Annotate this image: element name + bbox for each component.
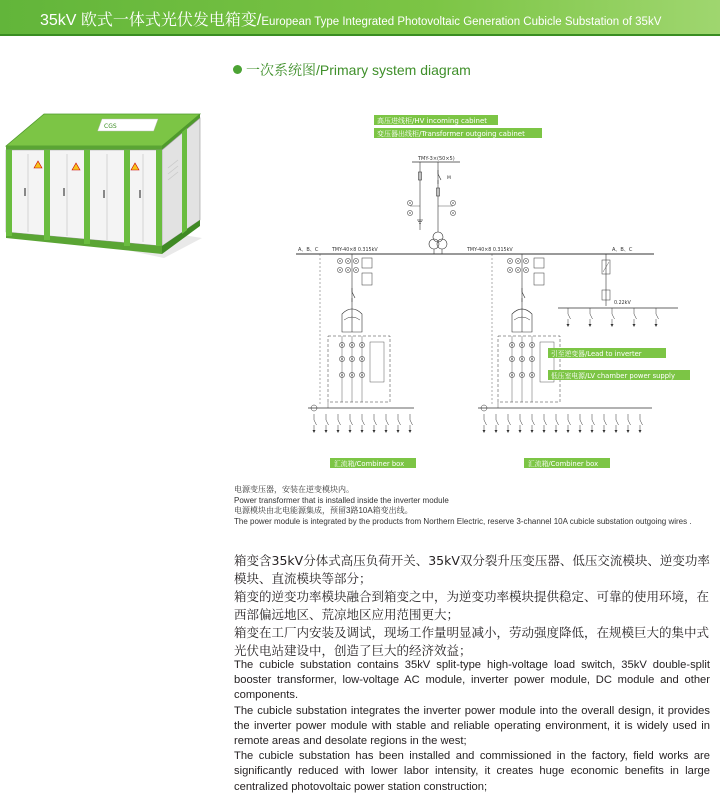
diagram-notes xyxy=(234,485,704,527)
section-title xyxy=(233,60,471,80)
bullet-dot-icon xyxy=(233,65,242,74)
label-0-22kv: 0.22kV xyxy=(614,301,631,306)
label-combiner-left: 汇流箱/Combiner box xyxy=(334,460,405,468)
page-title xyxy=(40,7,661,30)
label-abc-right: A、B、C xyxy=(612,247,633,253)
page-header xyxy=(0,0,720,36)
label-tmy-left: TMY-40×8 0.315kV xyxy=(332,248,378,253)
note-line-1: 电源变压器，安装在逆变模块内。 xyxy=(234,485,354,494)
label-lead-to-inverter: 引至逆变器/Lead to inverter xyxy=(551,350,642,358)
label-combiner-right: 汇流箱/Combiner box xyxy=(528,460,599,468)
description-cn xyxy=(234,552,710,660)
note-line-4: The power module is integrated by the products from Northern Electric, reserve 3-channel 10A cubicle substation outgoing wires . xyxy=(234,516,692,526)
note-line-2: Power transformer that is installed inside the inverter module xyxy=(234,495,449,505)
label-lv-chamber: 低压室电源/LV chamber power supply xyxy=(551,372,675,380)
label-tmy-top: TMY-3×(50×5) xyxy=(418,156,455,162)
page-title-en: European Type Integrated Photovoltaic Generation Cubicle Substation of 35kV xyxy=(261,16,662,28)
label-abc-left: A、B、C xyxy=(298,247,319,253)
label-transformer-outgoing: 变压器出线柜/Transformer outgoing cabinet xyxy=(377,130,525,138)
cabinet-brand: CGS xyxy=(104,123,117,130)
cabinet-illustration xyxy=(4,108,202,258)
note-line-3: 电源模块由北电能源集成，预留3路10A箱变出线。 xyxy=(234,506,413,515)
svg-text:M: M xyxy=(447,176,451,181)
description-cn-p2: 箱变的逆变功率模块融合到箱变之中，为逆变功率模块提供稳定、可靠的使用环境，在西部偏远地区、荒凉地区应用范围更大； xyxy=(234,589,710,622)
description-cn-p3: 箱变在工厂内安装及调试，现场工作量明显减小，劳动强度降低，在规模巨大的集中式光伏电站建设中，创造了巨大的经济效益； xyxy=(234,625,710,658)
primary-system-diagram xyxy=(290,110,690,472)
description-en xyxy=(234,658,710,795)
description-en-p2: The cubicle substation integrates the inverter power module into the overall design, it provides the inverter power module with stable and reliable operating environment, it is widely used in remote areas and desolate regions in the west; xyxy=(234,704,710,748)
description-en-p3: The cubicle substation has been installed and commissioned in the factory, field works are significantly reduced with lower labor intensity, it creates huge economic benefits in large centralized photovoltaic power station construction; xyxy=(234,750,710,793)
header-underline xyxy=(0,34,720,36)
description-en-p1: The cubicle substation contains 35kV split-type high-voltage load switch, 35kV double-split booster transformer, low-voltage AC module, inverter power module, DC module and other components. xyxy=(234,659,710,702)
section-title-text: 一次系统图/Primary system diagram xyxy=(246,62,471,78)
label-hv-incoming: 高压进线柜/HV incoming cabinet xyxy=(377,117,488,125)
page-title-cn: 35kV 欧式一体式光伏发电箱变/ xyxy=(40,12,262,29)
description-cn-p1: 箱变含35kV分体式高压负荷开关、35kV双分裂升压变压器、低压交流模块、逆变功率模块、直流模块等部分； xyxy=(234,553,710,586)
label-tmy-right: TMY-40×8 0.315kV xyxy=(467,248,513,253)
